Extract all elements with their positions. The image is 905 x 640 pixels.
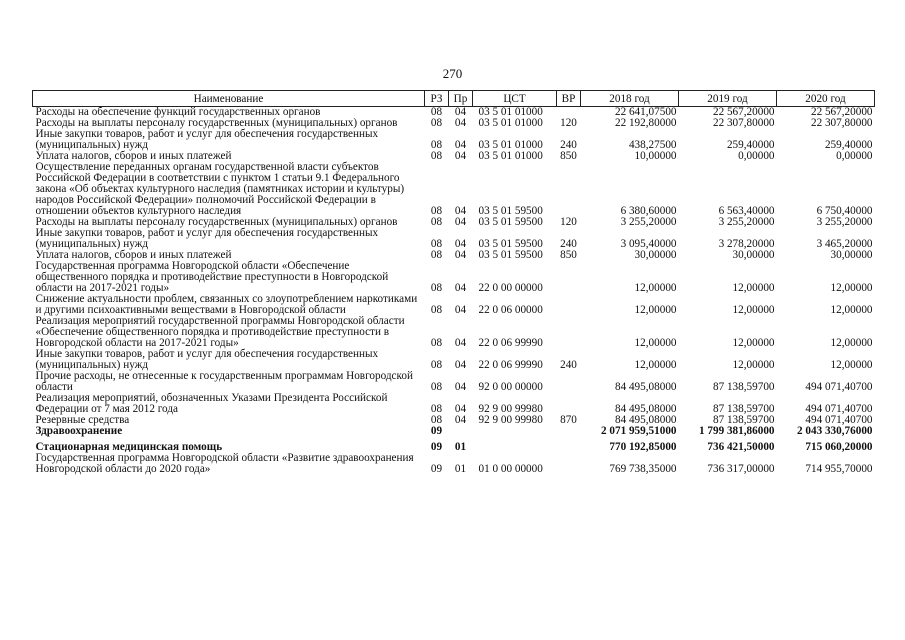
row-2018: 770 192,85000 <box>609 441 677 453</box>
header-rz: РЗ <box>425 91 449 107</box>
row-cst: 03 5 01 01000 <box>478 139 543 151</box>
row-cst: 03 5 01 59500 <box>478 205 543 217</box>
row-cst: 22 0 06 00000 <box>478 304 543 316</box>
row-rz: 08 <box>430 106 443 118</box>
row-2018: 3 255,20000 <box>620 216 677 228</box>
table-row <box>33 228 875 250</box>
row-cst: 03 5 01 59500 <box>478 238 543 250</box>
row-name: Расходы на выплаты персоналу государственных (муниципальных) органов <box>35 216 398 228</box>
row-vr <box>557 393 581 415</box>
row-rz: 09 <box>430 441 443 453</box>
row-2019: 12,00000 <box>732 282 775 294</box>
row-2018: 769 738,35000 <box>609 463 677 475</box>
row-2018: 12,00000 <box>634 359 677 371</box>
row-rz: 08 <box>430 282 443 294</box>
row-2019: 87 138,59700 <box>712 381 775 393</box>
row-2019: 22 307,80000 <box>712 117 775 129</box>
row-vr <box>557 294 581 316</box>
table-row <box>33 437 875 453</box>
row-2020: 12,00000 <box>830 359 873 371</box>
row-2019: 22 567,20000 <box>712 106 775 118</box>
row-2020: 12,00000 <box>830 304 873 316</box>
row-2018: 2 071 959,51000 <box>600 425 677 437</box>
row-vr <box>557 162 581 217</box>
row-2020: 12,00000 <box>830 282 873 294</box>
row-cst: 92 0 00 00000 <box>478 381 543 393</box>
row-vr: 120 <box>560 117 577 129</box>
header-2020: 2020 год <box>777 91 875 107</box>
row-2019: 30,00000 <box>732 249 775 261</box>
row-vr: 870 <box>560 414 577 426</box>
row-vr: 240 <box>560 139 577 151</box>
row-vr <box>557 261 581 294</box>
row-name: Снижение актуальности проблем, связанных со злоупотреблением наркотиками и другими психоактивными веществами в Новгородской области <box>35 293 418 316</box>
row-pr: 04 <box>454 216 467 228</box>
row-cst: 03 5 01 59500 <box>478 216 543 228</box>
row-vr: 240 <box>560 238 577 250</box>
row-vr <box>557 426 581 437</box>
row-2019: 12,00000 <box>732 359 775 371</box>
row-2018: 10,00000 <box>634 150 677 162</box>
row-2018: 438,27500 <box>628 139 677 151</box>
row-vr: 120 <box>560 216 577 228</box>
row-2020: 494 071,40700 <box>805 381 873 393</box>
row-2018: 30,00000 <box>634 249 677 261</box>
row-vr <box>557 453 581 475</box>
row-rz: 08 <box>430 249 443 261</box>
header-2018: 2018 год <box>581 91 679 107</box>
row-2018: 84 495,08000 <box>614 403 677 415</box>
row-name: Прочие расходы, не отнесенные к государственным программам Новгородской области <box>35 370 413 393</box>
row-2018: 3 095,40000 <box>620 238 677 250</box>
row-2020: 2 043 330,76000 <box>796 425 873 437</box>
row-vr: 850 <box>560 249 577 261</box>
row-2018: 12,00000 <box>634 282 677 294</box>
row-vr <box>557 316 581 349</box>
row-rz: 08 <box>430 216 443 228</box>
row-cst: 03 5 01 01000 <box>478 150 543 162</box>
row-pr: 04 <box>454 381 467 393</box>
row-name: Стационарная медицинская помощь <box>35 441 223 453</box>
row-2018: 6 380,60000 <box>620 205 677 217</box>
row-cst: 03 5 01 59500 <box>478 249 543 261</box>
row-name: Здравоохранение <box>35 425 123 437</box>
row-pr: 01 <box>454 463 467 475</box>
row-2019: 12,00000 <box>732 304 775 316</box>
header-2019: 2019 год <box>679 91 777 107</box>
row-pr: 04 <box>454 282 467 294</box>
row-2019: 3 255,20000 <box>718 216 775 228</box>
row-rz: 08 <box>430 359 443 371</box>
row-name: Расходы на выплаты персоналу государственных (муниципальных) органов <box>35 117 398 129</box>
row-name: Уплата налогов, сборов и иных платежей <box>35 150 232 162</box>
row-rz: 08 <box>430 238 443 250</box>
row-2019: 259,40000 <box>726 139 775 151</box>
row-cst: 01 0 00 00000 <box>478 463 543 475</box>
row-pr <box>449 426 473 437</box>
row-pr: 04 <box>454 117 467 129</box>
row-name: Реализация мероприятий, обозначенных Указами Президента Российской Федерации от 7 мая 2012 года <box>35 392 388 415</box>
row-2019: 87 138,59700 <box>712 414 775 426</box>
row-2019: 87 138,59700 <box>712 403 775 415</box>
row-cst <box>473 437 557 453</box>
row-2018: 84 495,08000 <box>614 381 677 393</box>
header-name: Наименование <box>33 91 425 107</box>
row-2019: 736 317,00000 <box>707 463 775 475</box>
row-name: Уплата налогов, сборов и иных платежей <box>35 249 232 261</box>
table-row <box>33 261 875 294</box>
row-2020: 3 465,20000 <box>816 238 873 250</box>
row-2020: 6 750,40000 <box>816 205 873 217</box>
row-vr: 850 <box>560 150 577 162</box>
row-pr: 04 <box>454 337 467 349</box>
row-pr: 01 <box>454 441 467 453</box>
table-row <box>33 129 875 151</box>
row-cst: 03 5 01 01000 <box>478 106 543 118</box>
row-name: Расходы на обеспечение функций государственных органов <box>35 106 321 118</box>
row-rz: 08 <box>430 139 443 151</box>
row-pr: 04 <box>454 106 467 118</box>
table-row <box>33 393 875 415</box>
row-vr <box>557 437 581 453</box>
row-2020: 3 255,20000 <box>816 216 873 228</box>
row-2020: 30,00000 <box>830 249 873 261</box>
row-rz: 08 <box>430 381 443 393</box>
row-cst: 92 9 00 99980 <box>478 414 543 426</box>
row-vr: 240 <box>560 359 577 371</box>
row-2018: 22 641,07500 <box>614 106 677 118</box>
row-name: Государственная программа Новгородской области «Развитие здравоохранения Новгородской области до 2020 года» <box>35 452 414 475</box>
row-cst: 03 5 01 01000 <box>478 117 543 129</box>
row-name: Иные закупки товаров, работ и услуг для обеспечения государственных (муниципальных) нужд <box>35 227 379 250</box>
header-vr: ВР <box>557 91 581 107</box>
table-row <box>33 316 875 349</box>
row-name: Иные закупки товаров, работ и услуг для обеспечения государственных (муниципальных) нужд <box>35 348 379 371</box>
row-name: Иные закупки товаров, работ и услуг для обеспечения государственных (муниципальных) нужд <box>35 128 379 151</box>
row-pr: 04 <box>454 249 467 261</box>
row-cst: 22 0 00 00000 <box>478 282 543 294</box>
row-rz: 08 <box>430 304 443 316</box>
row-cst <box>473 426 557 437</box>
row-cst: 22 0 06 99990 <box>478 359 543 371</box>
row-2019: 12,00000 <box>732 337 775 349</box>
row-pr: 04 <box>454 139 467 151</box>
header-pr: Пр <box>449 91 473 107</box>
row-vr <box>557 371 581 393</box>
row-2018: 22 192,80000 <box>614 117 677 129</box>
row-cst: 92 9 00 99980 <box>478 403 543 415</box>
row-pr: 04 <box>454 414 467 426</box>
row-2020: 12,00000 <box>830 337 873 349</box>
row-2018: 84 495,08000 <box>614 414 677 426</box>
row-rz: 09 <box>430 463 443 475</box>
row-2020: 714 955,70000 <box>805 463 873 475</box>
row-2020: 259,40000 <box>824 139 873 151</box>
row-rz: 08 <box>430 150 443 162</box>
row-2020: 715 060,20000 <box>805 441 873 453</box>
table-row <box>33 162 875 217</box>
row-2020: 22 567,20000 <box>810 106 873 118</box>
row-rz: 08 <box>430 337 443 349</box>
row-2019: 0,00000 <box>738 150 775 162</box>
table-header-row <box>33 91 875 107</box>
row-rz: 08 <box>430 205 443 217</box>
row-2018: 12,00000 <box>634 304 677 316</box>
row-name: Реализация мероприятий государственной программы Новгородской области «Обеспечение общественного порядка и противодействие преступности в Новгородской области на 2017-2021 годы» <box>35 315 405 349</box>
row-pr: 04 <box>454 205 467 217</box>
row-2019: 6 563,40000 <box>718 205 775 217</box>
row-pr: 04 <box>454 304 467 316</box>
page-number: 270 <box>442 66 463 81</box>
table-row <box>33 426 875 437</box>
row-2018: 12,00000 <box>634 337 677 349</box>
row-2020: 494 071,40700 <box>805 414 873 426</box>
row-name: Государственная программа Новгородской области «Обеспечение общественного порядка и противодействие преступности в Новгородской области на 2017-2021 годы» <box>35 260 389 294</box>
row-cst: 22 0 06 99990 <box>478 337 543 349</box>
row-2019: 736 421,50000 <box>707 441 775 453</box>
table-row <box>33 371 875 393</box>
row-2020: 494 071,40700 <box>805 403 873 415</box>
row-2020: 0,00000 <box>836 150 873 162</box>
budget-table <box>32 90 875 475</box>
header-cst: ЦСТ <box>473 91 557 107</box>
row-name: Осуществление переданных органам государственной власти субъектов Российской Федерации в соответствии с пунктом 1 статьи 9.1 Федерального закона «Об объектах культурного наследия (памятниках истории и культуры) народов Российской Федерации» полномочий Российской Федерации в отношении объектов культурного наследия <box>35 161 405 217</box>
row-rz: 08 <box>430 117 443 129</box>
row-rz: 08 <box>430 403 443 415</box>
row-rz: 08 <box>430 414 443 426</box>
row-2020: 22 307,80000 <box>810 117 873 129</box>
table-row <box>33 349 875 371</box>
row-2019: 3 278,20000 <box>718 238 775 250</box>
row-pr: 04 <box>454 238 467 250</box>
row-rz: 09 <box>430 425 443 437</box>
row-pr: 04 <box>454 359 467 371</box>
row-name: Резервные средства <box>35 414 130 426</box>
table-row <box>33 294 875 316</box>
row-pr: 04 <box>454 403 467 415</box>
row-pr: 04 <box>454 150 467 162</box>
table-row <box>33 453 875 475</box>
row-2019: 1 799 381,86000 <box>698 425 775 437</box>
